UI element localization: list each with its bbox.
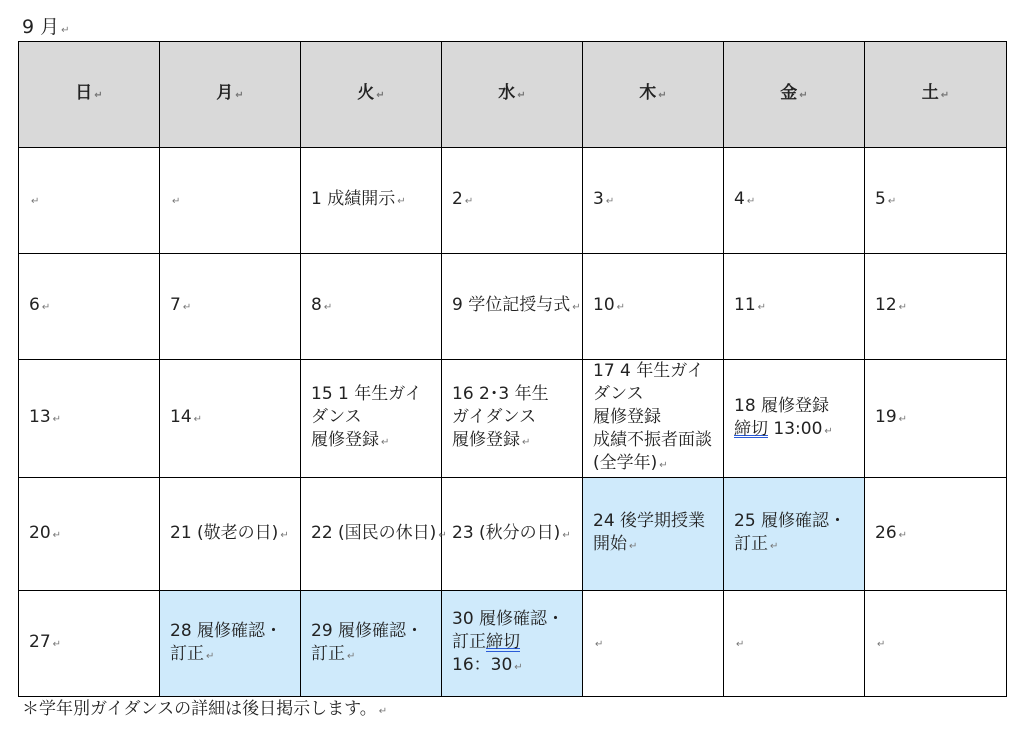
day-cell-text: (全学年) ↵	[593, 453, 668, 473]
day-cell[interactable]	[160, 254, 301, 360]
day-cell[interactable]	[301, 360, 442, 478]
day-cell[interactable]	[19, 591, 160, 697]
calendar-body	[19, 148, 1007, 697]
weekday-header-row	[19, 42, 1007, 148]
day-cell-text: ダンス	[593, 384, 644, 404]
paragraph-mark-icon: ↵	[605, 196, 615, 207]
paragraph-mark-icon: ↵	[898, 302, 908, 313]
day-cell[interactable]	[442, 254, 583, 360]
day-cell-text: 9 学位記授与式 ↵	[452, 295, 581, 315]
day-cell-text: 10 ↵	[593, 295, 626, 315]
paragraph-mark-icon: ↵	[376, 90, 385, 101]
day-cell[interactable]	[583, 360, 724, 478]
day-cell[interactable]	[19, 148, 160, 254]
weekday-fri: 金 ↵	[724, 42, 865, 148]
day-cell[interactable]	[160, 478, 301, 591]
day-cell[interactable]	[442, 148, 583, 254]
footnote-text: ＊学年別ガイダンスの詳細は後日掲示します。	[22, 699, 377, 719]
day-cell[interactable]	[865, 591, 1007, 697]
day-cell-text	[734, 631, 854, 656]
day-cell-text: 開始 ↵	[593, 534, 638, 554]
paragraph-mark-icon: ↵	[206, 650, 215, 662]
day-cell-text: 訂正 ↵	[734, 534, 779, 554]
paragraph-mark-icon: ↵	[877, 639, 886, 650]
day-cell-text: 3 ↵	[593, 189, 615, 209]
day-cell-text: 訂正 ↵	[311, 643, 356, 664]
day-cell-text: 履修登録	[593, 407, 661, 427]
day-cell-text	[875, 631, 996, 656]
day-cell-text: 1 成績開示 ↵	[311, 189, 406, 209]
day-cell-text: 18 履修登録	[734, 395, 830, 416]
paragraph-mark-icon: ↵	[235, 90, 244, 101]
day-cell-text: 22 (国民の休日) ↵	[311, 522, 447, 543]
day-cell[interactable]	[160, 591, 301, 697]
day-cell-text: 23 (秋分の日) ↵	[452, 522, 571, 543]
day-cell-text: 26 ↵	[875, 522, 908, 543]
paragraph-mark-icon: ↵	[172, 196, 181, 207]
day-cell-text: 訂正締切	[452, 632, 520, 652]
day-cell[interactable]	[724, 360, 865, 478]
day-cell-text: 12 ↵	[875, 295, 908, 315]
day-cell[interactable]	[301, 254, 442, 360]
day-cell-text: 2 ↵	[452, 189, 474, 209]
week-row	[19, 478, 1007, 591]
day-cell[interactable]	[583, 591, 724, 697]
paragraph-mark-icon: ↵	[746, 196, 756, 207]
day-cell[interactable]	[865, 254, 1007, 360]
day-cell-text	[170, 188, 290, 213]
day-cell-text: 締切 13:00 ↵	[734, 418, 833, 439]
day-cell-text: 25 履修確認・	[734, 511, 847, 531]
day-cell[interactable]	[442, 591, 583, 697]
weekday-tue: 火 ↵	[301, 42, 442, 148]
day-cell-text: 15 1 年生ガイ	[311, 384, 422, 404]
day-cell[interactable]	[301, 148, 442, 254]
paragraph-mark-icon: ↵	[94, 90, 103, 101]
day-cell-text: 29 履修確認・	[311, 620, 424, 641]
day-cell-text	[29, 188, 149, 213]
day-cell-text: 4 ↵	[734, 189, 756, 209]
underlined-text: 締切	[734, 418, 768, 439]
paragraph-mark-icon: ↵	[736, 639, 745, 650]
week-row	[19, 254, 1007, 360]
paragraph-mark-icon: ↵	[397, 196, 406, 207]
paragraph-mark-icon: ↵	[898, 529, 908, 541]
day-cell[interactable]	[865, 148, 1007, 254]
paragraph-mark-icon: ↵	[522, 437, 531, 448]
day-cell[interactable]	[583, 478, 724, 591]
day-cell-text: 13 ↵	[29, 407, 62, 427]
paragraph-mark-icon: ↵	[438, 529, 447, 541]
paragraph-mark-icon: ↵	[770, 541, 779, 552]
paragraph-mark-icon: ↵	[572, 302, 581, 313]
paragraph-mark-icon: ↵	[824, 425, 833, 437]
week-row	[19, 360, 1007, 478]
day-cell[interactable]	[583, 148, 724, 254]
day-cell-text: 17 4 年生ガイ	[593, 361, 704, 381]
footnote	[22, 694, 387, 719]
day-cell[interactable]	[301, 591, 442, 697]
paragraph-mark-icon: ↵	[280, 529, 289, 541]
month-title-text: 9 月	[22, 16, 60, 38]
day-cell-text: 16 2･3 年生	[452, 384, 549, 404]
day-cell-text: ガイダンス	[452, 407, 537, 427]
paragraph-mark-icon: ↵	[52, 639, 62, 650]
day-cell-text: 訂正 ↵	[170, 643, 215, 664]
day-cell-text: 8 ↵	[311, 295, 333, 315]
day-cell-text: 27 ↵	[29, 632, 62, 652]
day-cell[interactable]	[19, 254, 160, 360]
week-row	[19, 148, 1007, 254]
paragraph-mark-icon: ↵	[381, 437, 390, 448]
paragraph-mark-icon: ↵	[52, 529, 62, 541]
day-cell[interactable]	[442, 478, 583, 591]
day-cell-text: 履修登録 ↵	[452, 430, 531, 450]
paragraph-mark-icon: ↵	[517, 90, 526, 101]
paragraph-mark-icon: ↵	[616, 302, 626, 313]
paragraph-mark-icon: ↵	[41, 302, 51, 313]
weekday-wed: 水 ↵	[442, 42, 583, 148]
day-cell[interactable]	[724, 591, 865, 697]
page-title	[22, 12, 70, 39]
day-cell-text: 6 ↵	[29, 295, 51, 315]
day-cell-text: 11 ↵	[734, 295, 767, 315]
paragraph-mark-icon: ↵	[347, 650, 356, 662]
paragraph-mark-icon: ↵	[898, 414, 908, 425]
paragraph-mark-icon: ↵	[940, 90, 950, 101]
paragraph-mark-icon: ↵	[52, 414, 62, 425]
paragraph-mark-icon: ↵	[562, 529, 571, 541]
day-cell-text: 20 ↵	[29, 522, 62, 543]
weekday-mon: 月 ↵	[160, 42, 301, 148]
day-cell-text: 履修登録 ↵	[311, 430, 390, 450]
paragraph-mark-icon: ↵	[658, 90, 667, 101]
day-cell-text: 21 (敬老の日) ↵	[170, 522, 289, 543]
day-cell-text: ダンス	[311, 407, 362, 427]
paragraph-mark-icon: ↵	[464, 196, 474, 207]
paragraph-mark-icon: ↵	[595, 639, 604, 650]
day-cell[interactable]	[442, 360, 583, 478]
week-row	[19, 591, 1007, 697]
paragraph-mark-icon: ↵	[182, 302, 192, 313]
underlined-text: 締切	[486, 632, 520, 652]
day-cell-text: 成績不振者面談	[593, 430, 712, 450]
paragraph-mark-icon: ↵	[887, 196, 897, 207]
day-cell-text: 7 ↵	[170, 295, 192, 315]
day-cell[interactable]	[724, 148, 865, 254]
paragraph-mark-icon: ↵	[31, 196, 40, 207]
day-cell-text: 30 履修確認・	[452, 609, 565, 629]
paragraph-mark-icon: ↵	[629, 541, 638, 552]
paragraph-mark-icon: ↵	[757, 302, 767, 313]
day-cell-text: 28 履修確認・	[170, 620, 283, 641]
day-cell[interactable]	[301, 478, 447, 591]
paragraph-mark-icon: ↵	[323, 302, 333, 313]
weekday-sun: 日 ↵	[19, 42, 160, 148]
day-cell-text: 14 ↵	[170, 407, 203, 427]
paragraph-mark-icon: ↵	[378, 706, 388, 717]
day-cell[interactable]	[724, 254, 865, 360]
day-cell[interactable]	[865, 478, 1007, 591]
weekday-thu: 木 ↵	[583, 42, 724, 148]
day-cell-text: 16：30 ↵	[452, 655, 523, 675]
day-cell-text: 5 ↵	[875, 189, 897, 209]
day-cell[interactable]	[19, 360, 160, 478]
paragraph-mark-icon: ↵	[61, 25, 70, 36]
weekday-sat: 土 ↵	[865, 42, 1007, 148]
day-cell-text: 24 後学期授業	[593, 511, 706, 531]
day-cell[interactable]	[583, 254, 724, 360]
day-cell[interactable]	[724, 478, 865, 591]
day-cell[interactable]	[19, 478, 160, 591]
paragraph-mark-icon: ↵	[193, 414, 203, 425]
paragraph-mark-icon: ↵	[799, 90, 808, 101]
day-cell-text: 19 ↵	[875, 407, 908, 427]
day-cell-text	[593, 631, 713, 656]
day-cell[interactable]	[160, 148, 301, 254]
day-cell[interactable]	[160, 360, 301, 478]
day-cell[interactable]	[865, 360, 1007, 478]
calendar-table	[18, 41, 1007, 697]
paragraph-mark-icon: ↵	[659, 460, 668, 471]
paragraph-mark-icon: ↵	[514, 662, 523, 673]
